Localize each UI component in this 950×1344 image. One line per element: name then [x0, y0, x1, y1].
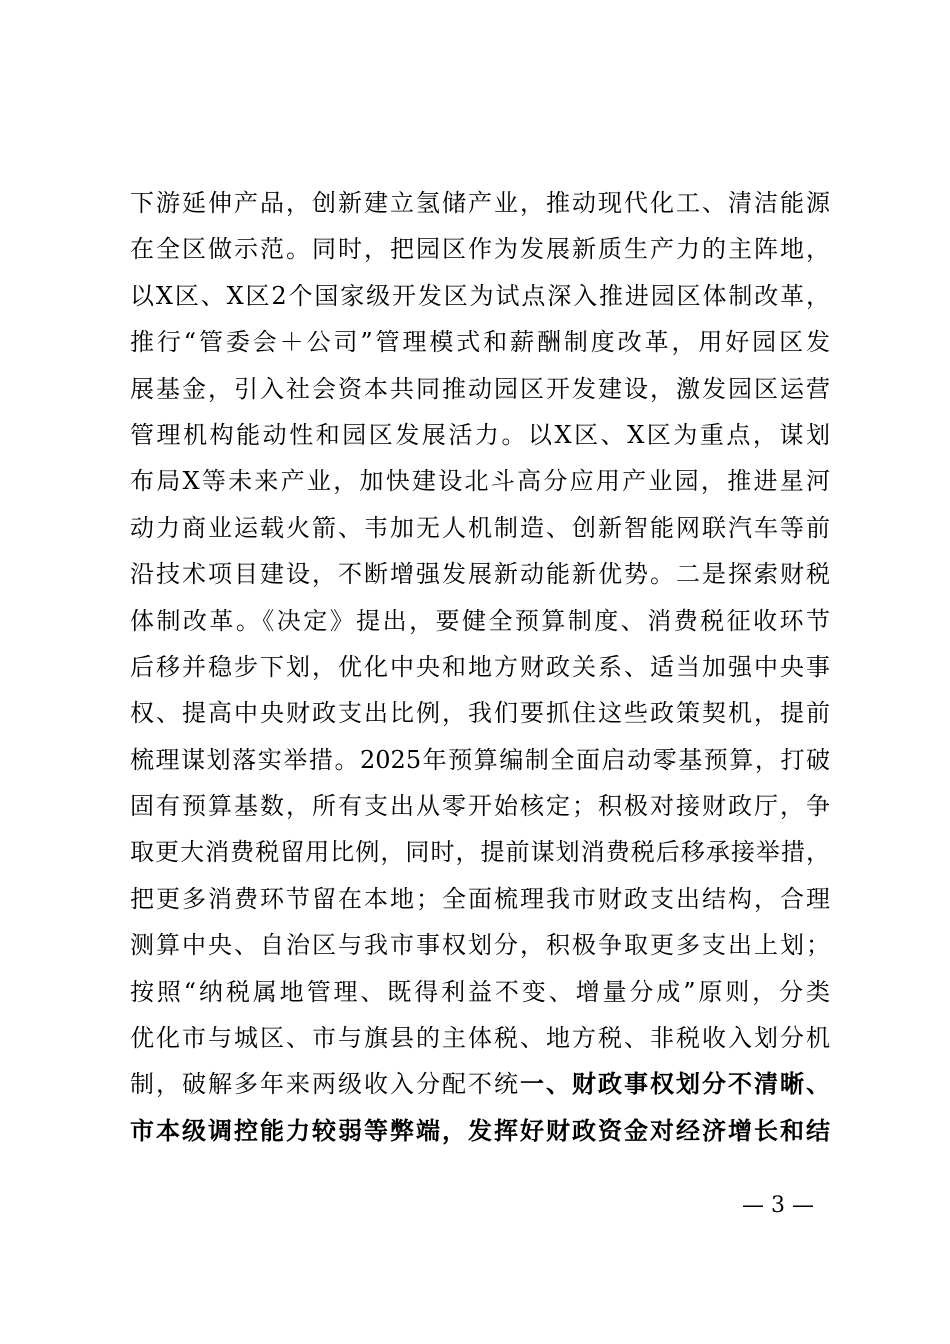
- text-line-20: [130, 1061, 830, 1107]
- text-line-20-normal: 制，破解多年来两级收入分配不统: [130, 1070, 520, 1099]
- text-line-20-bold: 一、财政事权划分不清晰、: [520, 1069, 830, 1099]
- text-line-2: 在全区做示范。同时，把园区作为发展新质生产力的主阵地，: [130, 235, 830, 264]
- text-line-5: 展基金，引入社会资本共同推动园区开发建设，激发园区运营: [130, 374, 830, 403]
- text-line-18: 按照“纳税属地管理、既得利益不变、增量分成”原则，分类: [130, 977, 830, 1006]
- text-line-13: 梳理谋划落实举措。2025年预算编制全面启动零基预算，打破: [130, 745, 830, 774]
- text-line-6: 管理机构能动性和园区发展活力。以X区、X区为重点，谋划: [130, 420, 830, 449]
- text-line-15: 取更大消费税留用比例，同时，提前谋划消费税后移承接举措，: [130, 838, 830, 867]
- text-line-11: 后移并稳步下划，优化中央和地方财政关系、适当加强中央事: [130, 652, 830, 681]
- text-line-21: 市本级调控能力较弱等弊端，发挥好财政资金对经济增长和结: [130, 1115, 830, 1145]
- text-line-7: 布局X等未来产业，加快建设北斗高分应用产业园，推进星河: [130, 467, 830, 496]
- text-line-10: 体制改革。《决定》提出，要健全预算制度、消费税征收环节: [130, 606, 830, 635]
- text-line-16: 把更多消费环节留在本地；全面梳理我市财政支出结构，合理: [130, 884, 830, 913]
- text-line-12: 权、提高中央财政支出比例，我们要抓住这些政策契机，提前: [130, 699, 830, 728]
- text-line-1: 下游延伸产品，创新建立氢储产业，推动现代化工、清洁能源: [130, 189, 830, 217]
- text-line-14: 固有预算基数，所有支出从零开始核定；积极对接财政厅，争: [130, 792, 830, 821]
- text-line-4: 推行“管委会＋公司”管理模式和薪酬制度改革，用好园区发: [130, 328, 830, 357]
- page-number: — 3 —: [742, 1193, 814, 1218]
- text-line-8: 动力商业运载火箭、韦加无人机制造、创新智能网联汽车等前: [130, 513, 830, 542]
- text-line-3: 以X区、X区2个国家级开发区为试点深入推进园区体制改革，: [130, 281, 830, 310]
- text-line-9: 沿技术项目建设，不断增强发展新动能新优势。二是探索财税: [130, 560, 830, 589]
- text-line-17: 测算中央、自治区与我市事权划分，积极争取更多支出上划；: [130, 931, 830, 960]
- text-line-19: 优化市与城区、市与旗县的主体税、地方税、非税收入划分机: [130, 1024, 830, 1053]
- body-text: [130, 180, 830, 1154]
